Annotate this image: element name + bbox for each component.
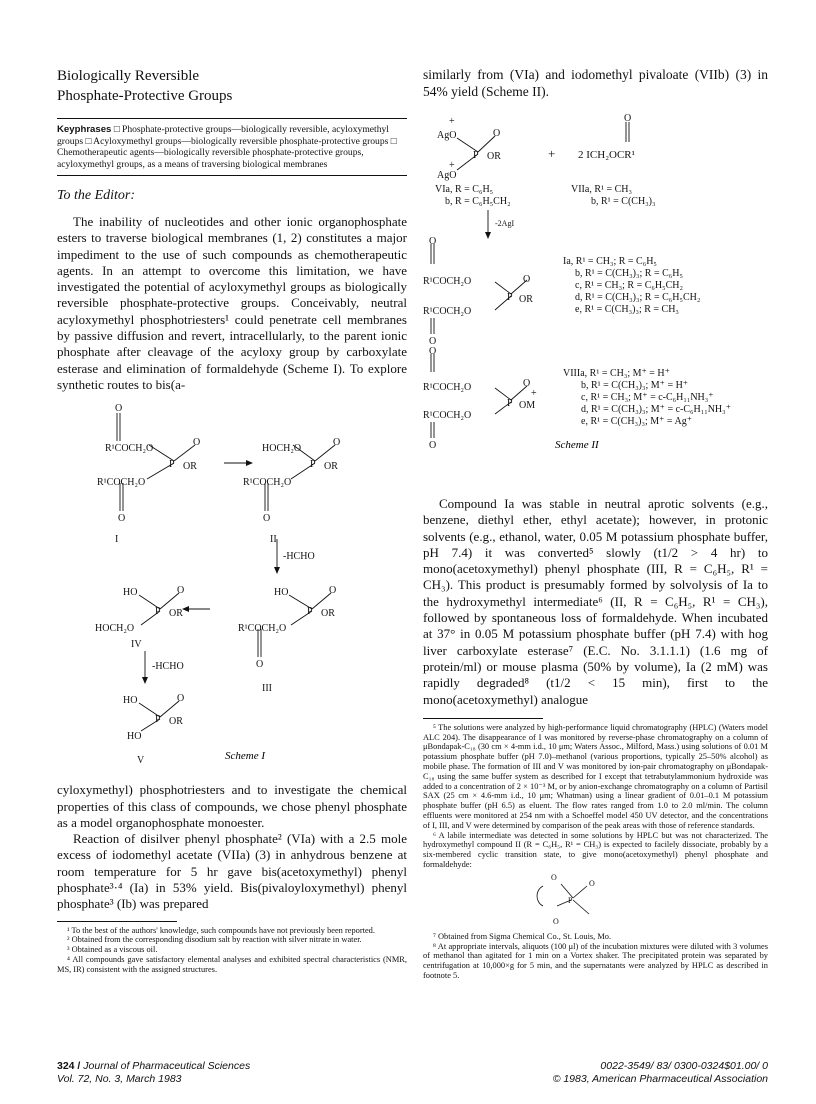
scheme2-viii-entry: d, R¹ = C(CH₃)₃; M⁺ = c-C₆H₁₁NH₃⁺ <box>581 404 731 415</box>
article-title: Biologically Reversible Phosphate-Protective Groups <box>57 68 233 104</box>
scheme1-atom: O <box>329 585 337 597</box>
scheme1-substituent: R¹COCH₂O <box>97 477 146 489</box>
keyphrases-box <box>57 118 407 176</box>
scheme2-viii-entry: e, R¹ = C(CH₃)₃; M⁺ = Ag⁺ <box>581 416 692 427</box>
to-the-editor: To the Editor: <box>57 188 136 203</box>
body-paragraph: The inability of nucleotides and other ionic organophosphate esters to traverse biological membranes (1, 2) constitutes a major impediment to the use of such compounds as chemotherapeutic agents. In an attempt to overcome this limitation, we have investigated the potential of acyloxymethyl groups as biologically reversible phosphate-protective groups. Conceivably, neutral acyloxymethyl phosphotriesters¹ could penetrate cell membranes by passive diffusion and revert, intracellularly, to the parent ionic phosphate after cleavage of the acyloxy group by carboxylate esterase and elimination of formaldehyde (Scheme I). To explore synthetic routes to bis(a- <box>57 214 407 392</box>
scheme2-compound-label: VIIa, R¹ = CH₃ <box>571 184 633 195</box>
scheme2-silver-oxide: AgO <box>437 170 457 181</box>
footnote: ³ Obtained as a viscous oil. <box>67 945 158 955</box>
scheme1-atom: O <box>193 437 201 449</box>
scheme-1-caption: Scheme I <box>225 750 266 763</box>
scheme1-substituent: HOCH₂O <box>95 623 135 635</box>
keyphrases-label: Keyphrases <box>57 124 112 135</box>
body-paragraph: cyloxymethyl) phosphotriesters and to investigate the chemical properties of this class of compounds, we chose phenyl phosphate as a model organophosphate monoester. <box>57 782 407 830</box>
scheme2-substituent: R¹COCH₂O <box>423 410 472 421</box>
scheme-2-caption: Scheme II <box>555 439 599 451</box>
scheme1-atom: P <box>169 459 175 471</box>
footnote-structure-atom: P <box>568 895 573 905</box>
scheme1-substituent: OR <box>321 608 335 620</box>
scheme1-atom: O <box>256 659 264 671</box>
scheme2-viii-entry: b, R¹ = C(CH₃)₃; M⁺ = H⁺ <box>581 380 689 391</box>
scheme1-atom: O <box>263 513 271 525</box>
scheme1-atom: P <box>155 714 161 726</box>
scheme2-substituent: OM <box>519 400 536 411</box>
scheme1-substituent: HO <box>123 587 138 599</box>
footnote-rule <box>423 718 543 719</box>
scheme2-substituent: R¹COCH₂O <box>423 382 472 393</box>
copyright: © 1983, American Pharmaceutical Association <box>552 1073 768 1085</box>
scheme1-substituent: OR <box>183 461 197 473</box>
left-column <box>57 66 407 975</box>
footnote: ⁷ Obtained from Sigma Chemical Co., St. Louis, Mo. <box>433 931 612 941</box>
scheme-1-figure <box>57 399 407 774</box>
scheme2-substituent: OR <box>519 294 533 305</box>
issn-code: 0022-3549/ 83/ 0300-0324$01.00/ 0 <box>600 1060 768 1072</box>
footnote-rule <box>57 921 177 922</box>
footnote: ⁴ All compounds gave satisfactory elemental analyses and exhibited spectral characteristics (NMR, MS, IR) consistent with the assigned structures. <box>57 955 407 974</box>
scheme2-ia-entry: c, R¹ = CH₃; R = C₆H₅CH₂ <box>575 280 683 291</box>
right-footnotes <box>423 723 768 981</box>
scheme1-substituent: HO <box>274 587 289 599</box>
scheme1-atom: O <box>177 585 185 597</box>
scheme2-ia-entry: e, R¹ = C(CH₃)₃; R = CH₃ <box>575 304 679 315</box>
scheme2-silver-oxide: AgO <box>437 130 457 141</box>
right-column <box>423 66 768 981</box>
scheme2-substituent: OR <box>487 151 501 162</box>
scheme1-substituent: HO <box>127 731 142 743</box>
scheme2-substituent: R¹COCH₂O <box>423 306 472 317</box>
scheme2-ia-entry: Ia, R¹ = CH₃; R = C₆H₅ <box>563 256 657 267</box>
scheme2-atom: O <box>429 236 437 247</box>
scheme1-atom: P <box>307 606 313 618</box>
scheme1-compound-label: II <box>270 534 277 546</box>
scheme1-substituent: OR <box>169 716 183 728</box>
scheme1-compound-label: V <box>137 755 145 767</box>
scheme2-compound-label: b, R¹ = C(CH₃)₃ <box>591 196 656 207</box>
footnote: ¹ To the best of the authors' knowledge, such compounds have not previously been reported. <box>67 925 375 935</box>
scheme1-atom: P <box>310 459 316 471</box>
volume-info: Vol. 72, No. 3, March 1983 <box>57 1073 182 1085</box>
left-footnotes <box>57 926 407 975</box>
scheme2-atom: O <box>429 346 437 357</box>
scheme2-atom: O <box>493 128 501 139</box>
journal-name: Journal of Pharmaceutical Sciences <box>83 1060 251 1072</box>
keyphrases-text: □ Phosphate-protective groups—biologically reversible, acyloxymethyl groups □ Acyloxymethyl groups—biologically reversible phosphate-protective groups □ Chemotherapeutic agents—biologically reversible phosphate-protective groups, acyloxymethyl groups, as a means of traversing biological membranes <box>57 124 397 170</box>
scheme1-atom: P <box>155 606 161 618</box>
scheme2-viii-entry: VIIIa, R¹ = CH₃; M⁺ = H⁺ <box>563 368 670 379</box>
scheme2-viii-entry: c, R¹ = CH₃; M⁺ = c-C₆H₁₁NH₃⁺ <box>581 392 714 403</box>
scheme2-atom: P <box>507 292 513 303</box>
scheme1-step-label: -HCHO <box>283 551 315 563</box>
footnote: ⁸ At appropriate intervals, aliquots (100 μl) of the incubation mixtures were diluted with 3 volumes of methanol than agitated for 1 min on a Vortex shaker. The precipitated protein was separated by centrifugation at 10,000×g for 5 min, and the supernatants were analyzed by HPLC as described in footnote 5. <box>423 941 768 980</box>
footnote: ⁵ The solutions were analyzed by high-performance liquid chromatography (HPLC) (Waters model ALC 204). The disappearance of I was monitored by reverse-phase chromatography on a column of μBondapak-C₁₈ (30 cm × 4-mm i.d., 10 μm; Waters Assoc., Milford, Mass.) using solutions of 0.01 M potassium phosphate buffer (pH 7.0)–methanol (various proportions, typically 25–50% alcohol) as mobile phase. The formation of III and V was monitored by ion-pair chromatography on μBondapak-C₁₈ using the same buffer system as described for I except that tetrabutylammonium hydroxide was added to a concentration of 2 × 10⁻³ M, or by anion-exchange chromatography on a column of Partisil SAX (25 cm × 4.6-mm i.d., 10 μm; Whatman) using a linear gradient of 0.01–0.1 M potassium phosphate buffer (pH 6.5) as eluent. The flow rates ranged from 1.0 to 2.0 ml/min. The column effluents were monitored at 254 nm with a Schoeffel model 450 UV detector, and the concentrations of I, III, and V were determined by comparison of the peak areas with those of reference standards. <box>423 722 768 830</box>
body-paragraph: similarly from (VIa) and iodomethyl pivaloate (VIIb) (3) in 54% yield (Scheme II). <box>423 67 768 99</box>
scheme2-atom: P <box>473 150 479 161</box>
page-number: 324 / <box>57 1060 81 1072</box>
scheme1-atom: O <box>115 403 123 415</box>
scheme2-atom: O <box>429 440 437 451</box>
scheme1-substituent: HO <box>123 695 138 707</box>
footer-left <box>57 1060 250 1086</box>
scheme2-substituent: R¹COCH₂O <box>423 276 472 287</box>
body-paragraph: Reaction of disilver phenyl phosphate² (VIa) with a 2.5 mole excess of iodomethyl acetate (VIIa) (3) in anhydrous benzene at room temperature for 5 hr gave bis(acetoxymethyl) phenyl phosphate³·⁴ (Ia) in 53% yield. Bis(pivaloyloxymethyl) phenyl phosphate³ (Ib) was prepared <box>57 831 407 912</box>
scheme2-reagent: 2 ICH₂OCR¹ <box>578 149 635 161</box>
scheme2-compound-label: VIa, R = C₆H₅ <box>435 184 494 195</box>
scheme1-compound-label: IV <box>131 639 142 651</box>
scheme1-substituent: HOCH₂O <box>262 443 302 455</box>
scheme2-compound-label: b, R = C₆H₅CH₂ <box>445 196 511 207</box>
scheme2-ia-entry: b, R¹ = C(CH₃)₃; R = C₆H₅ <box>575 268 683 279</box>
scheme1-atom: O <box>177 693 185 705</box>
footnote: ² Obtained from the corresponding disodium salt by reaction with silver nitrate in water. <box>67 935 362 945</box>
scheme2-ia-entry: d, R¹ = C(CH₃)₃; R = C₆H₅CH₂ <box>575 292 701 303</box>
scheme1-compound-label: III <box>262 683 272 695</box>
footnote: ⁶ A labile intermediate was detected in some solutions by HPLC but was not characterized. The hydroxymethyl compound II (R = C₆H₅, R¹ = CH₃) is expected to facilely dissociate, probably by a six-membered cyclic transition state, to give mono(acetoxymethyl) phenyl phosphate and formaldehyde: <box>423 830 768 870</box>
footer-right <box>553 1060 768 1086</box>
footnote-6-structure <box>423 870 768 932</box>
scheme1-atom: O <box>118 513 126 525</box>
scheme1-compound-label: I <box>115 534 119 546</box>
scheme1-substituent: R¹COCH₂O <box>243 477 292 489</box>
footnote-structure-atom: O <box>553 916 559 926</box>
scheme2-plus-sign: + <box>531 388 537 399</box>
scheme2-atom: P <box>507 398 513 409</box>
scheme2-plus-sign: + <box>449 116 455 127</box>
scheme1-substituent: R¹COCH₂O <box>105 443 154 455</box>
scheme2-step-label: -2AgI <box>495 219 515 228</box>
scheme1-atom: O <box>333 437 341 449</box>
scheme1-step-label: -HCHO <box>152 661 184 673</box>
scheme1-substituent: OR <box>324 461 338 473</box>
scheme2-atom: O <box>624 114 632 124</box>
footnote-structure-atom: O <box>551 872 557 882</box>
scheme1-substituent: R¹COCH₂O <box>238 623 287 635</box>
scheme2-plus-sign: + <box>449 160 455 171</box>
footnote-structure-atom: O <box>589 878 595 888</box>
scheme1-substituent: OR <box>169 608 183 620</box>
body-paragraph: Compound Ia was stable in neutral aprotic solvents (e.g., benzene, diethyl ether, ethyl acetate); however, in protonic solvents (e.g., ethanol, water, 0.05 M potassium phosphate buffer, pH 7.4) it was converted⁵ slowly (t1/2 > 4 hr) to mono(acetoxymethyl) phenyl phosphate (III, R = C₆H₅, R¹ = CH₃). This product is presumably formed by solvolysis of Ia to the hydroxymethyl intermediate⁶ (II, R = C₆H₅, R¹ = CH₃), followed by spontaneous loss of formaldehyde. When incubated at 37° in 0.05 M potassium phosphate buffer (pH 7.4) with hog liver carboxylate esterase⁷ (E.C. No. 3.1.1.1) (1.6 mg of protein/ml) or mouse plasma (50% by volume), Ia (2 mM) was rapidly degraded⁸ (t1/2 < 15 min), first to the mono(acetoxymethyl) analogue <box>423 496 768 707</box>
scheme2-atom: O <box>523 378 531 389</box>
scheme2-plus-sign: + <box>548 146 556 161</box>
scheme2-atom: O <box>523 274 531 285</box>
scheme-2-figure <box>423 114 768 484</box>
scheme2-atom: O <box>429 336 437 347</box>
